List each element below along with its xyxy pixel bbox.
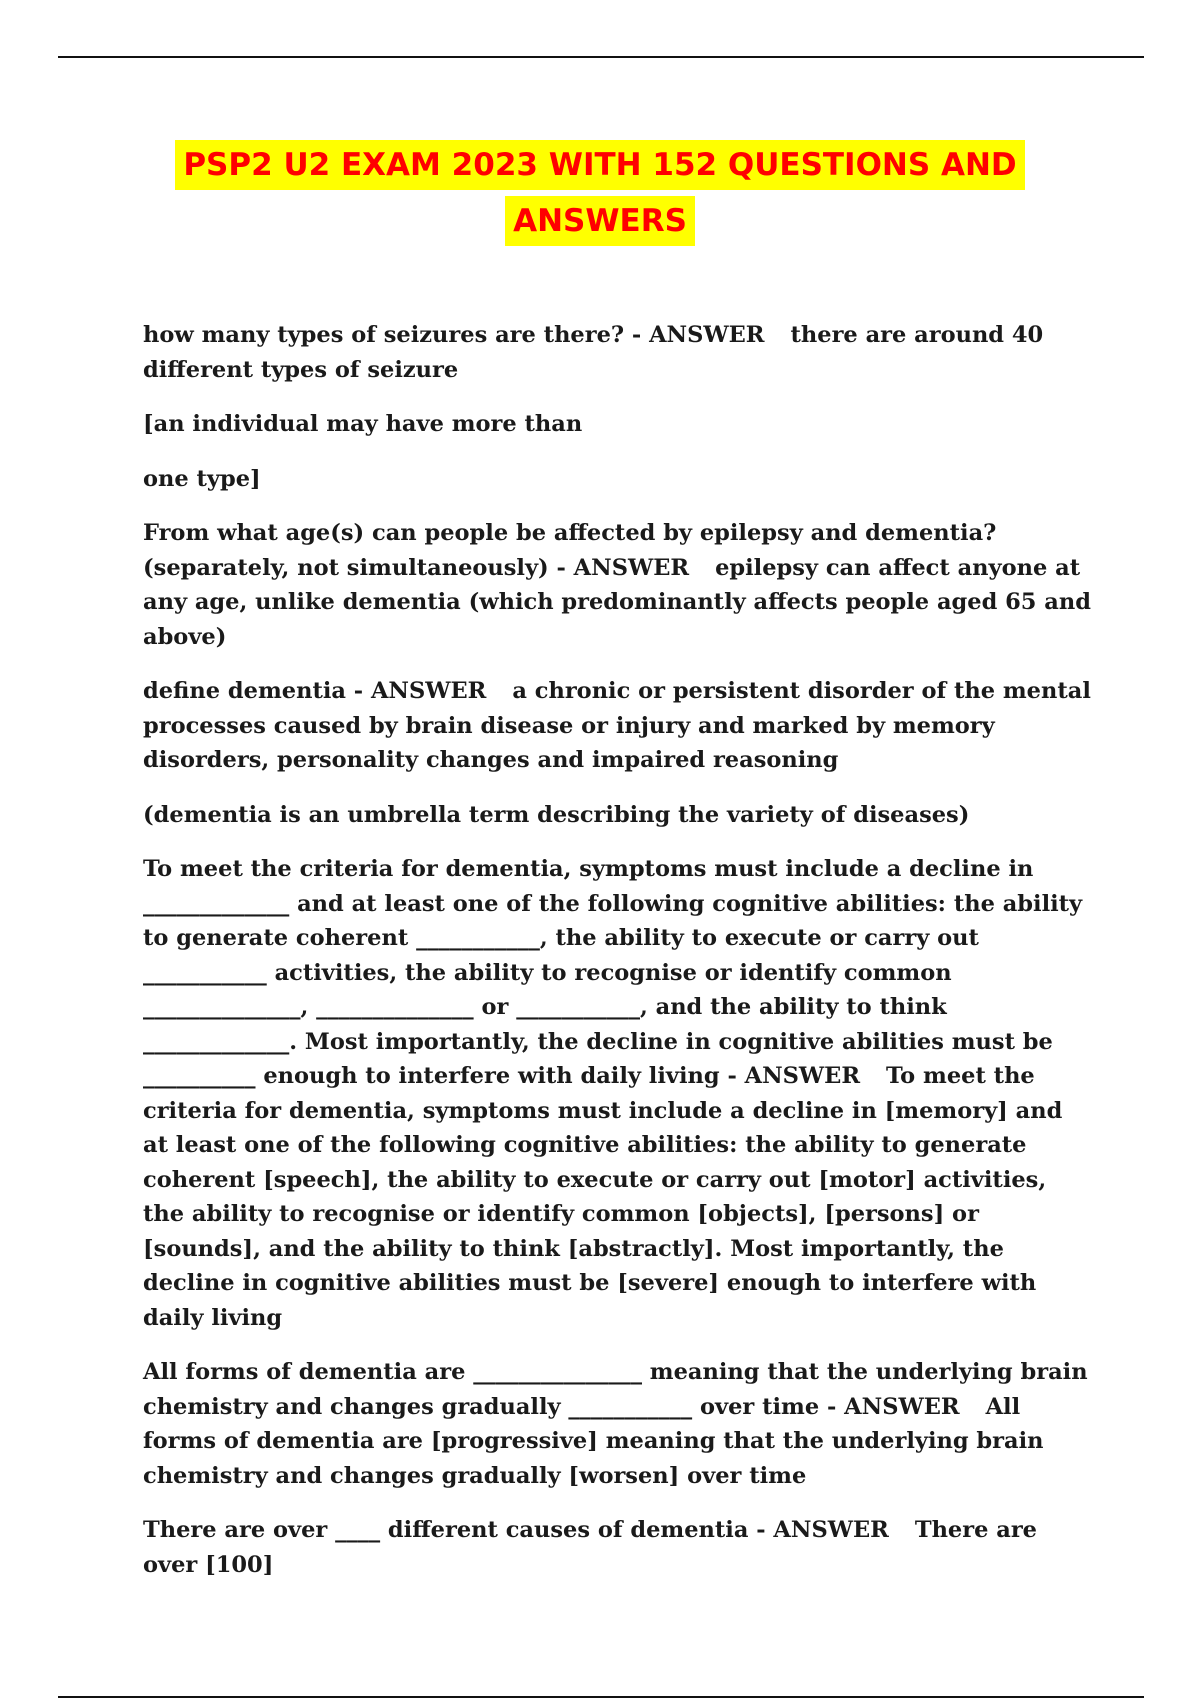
top-rule: [58, 56, 1144, 58]
qa-item: [143, 852, 1093, 1335]
answer-text: To meet the criteria for dementia, symptoms must include a decline in [memory] and at least one of the following cognitive abilities: the ability to generate coherent [speech], the ability to execute or carry out [motor] activities, the ability to recognise or identify common [objects], [persons] or [sounds], and the ability to think [abstractly]. Most importantly, the decline in cognitive abilities must be [severe] enough to interfere with daily living: [143, 1063, 1063, 1331]
title-line-1: PSP2 U2 EXAM 2023 WITH 152 QUESTIONS AND: [175, 140, 1024, 190]
qa-item: [143, 674, 1093, 778]
qa-item: [143, 1513, 1093, 1582]
question-text: There are over ____ different causes of dementia - ANSWER: [143, 1517, 889, 1543]
qa-content: [143, 318, 1093, 1602]
question-text: To meet the criteria for dementia, symptoms must include a decline in _____________ and at least one of the following cognitive abilities: the ability to generate coherent ___________, the ability to execute or carry out ___________ activities, the ability to recognise or identify common ______________, ______________ or ___________, and the ability to think _____________. Most importantly, the decline in cognitive abilities must be __________ enough to interfere with daily living - ANSWER: [143, 856, 1083, 1089]
answer-text: There are over [100]: [143, 1517, 1037, 1578]
qa-note: [an individual may have more than: [143, 411, 583, 437]
question-text: From what age(s) can people be affected by epilepsy and dementia? (separately, not simultaneously) - ANSWER: [143, 520, 997, 581]
qa-note: one type]: [143, 465, 261, 492]
answer-text: a chronic or persistent disorder of the mental processes caused by brain disease or injury and marked by memory disorders, personality changes and impaired reasoning: [143, 678, 1091, 773]
question-text: All forms of dementia are _______________ meaning that the underlying brain chemistry and changes gradually ___________ over time - ANSWER: [143, 1359, 1088, 1420]
qa-item: [143, 516, 1093, 654]
question-text: how many types of seizures are there? - ANSWER: [143, 322, 765, 348]
qa-item: [143, 318, 1093, 387]
qa-note: (dementia is an umbrella term describing the variety of diseases): [143, 801, 970, 828]
answer-text: epilepsy can affect anyone at any age, unlike dementia (which predominantly affects people aged 65 and above): [143, 554, 1091, 650]
question-text: define dementia - ANSWER: [143, 678, 487, 704]
answer-text: All forms of dementia are [progressive] meaning that the underlying brain chemistry and changes gradually [worsen] over time: [143, 1393, 1044, 1489]
bottom-rule: [58, 1696, 1144, 1698]
title-line-2: ANSWERS: [505, 196, 695, 246]
document-title: [0, 140, 1200, 252]
answer-text: there are around 40 different types of seizure: [143, 322, 1044, 383]
qa-item: [143, 1355, 1093, 1493]
